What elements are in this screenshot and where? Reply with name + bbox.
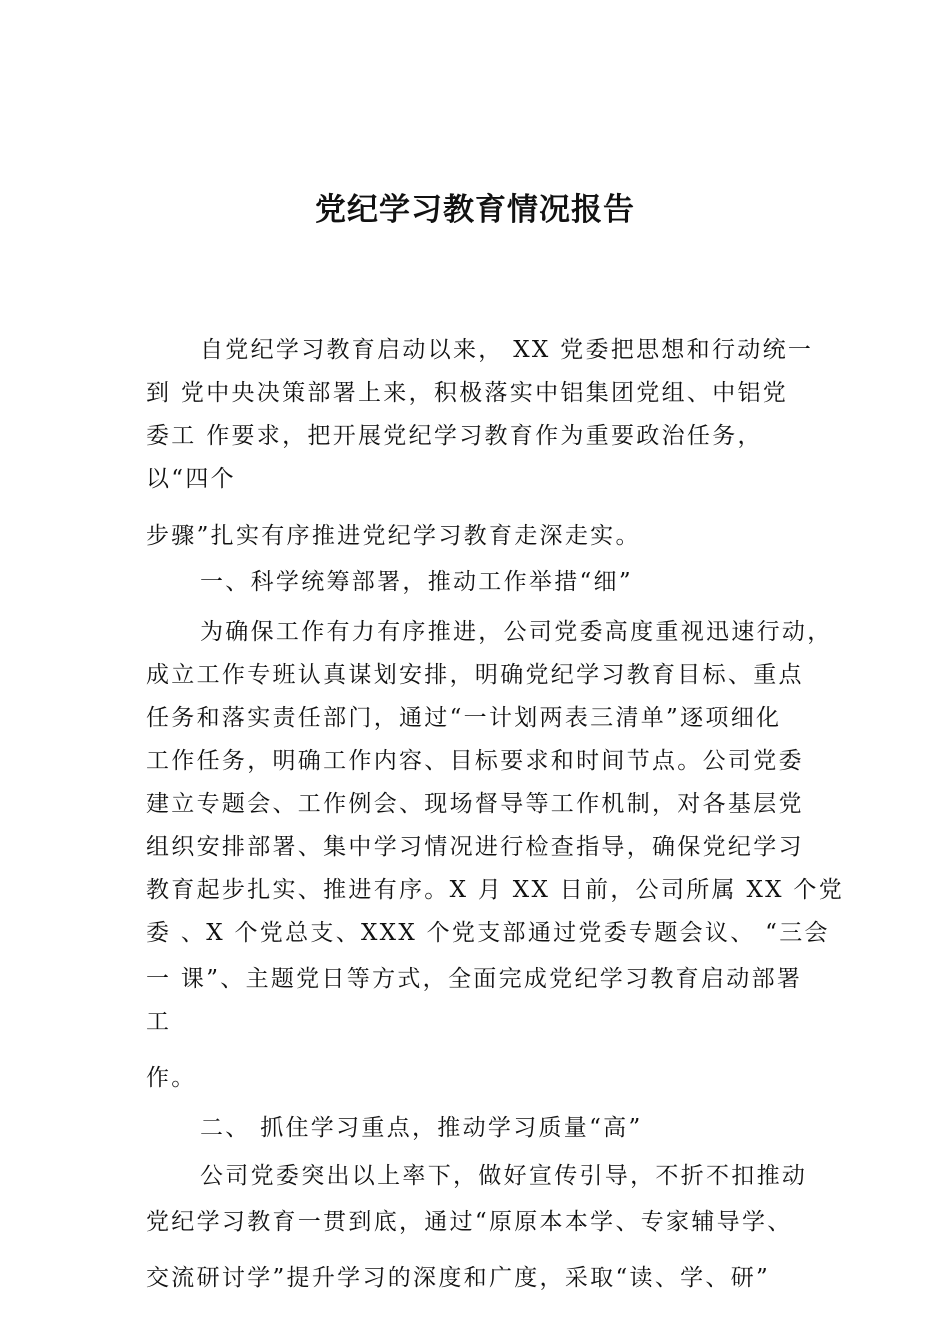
text-line: 任务和落实责任部门，通过“一计划两表三清单”逐项细化 — [146, 705, 782, 731]
text-line: 自党纪学习教育启动以来， XX 党委把思想和行动统一 — [200, 337, 814, 363]
text-line: 交流研讨学”提升学习的深度和广度，采取“读、学、研” — [146, 1265, 771, 1291]
text-line: 党纪学习教育一贯到底，通过“原原本本学、专家辅导学、 — [146, 1209, 793, 1235]
text-line: 为确保工作有力有序推进，公司党委高度重视迅速行动， — [200, 619, 833, 645]
text-line: 委工 作要求，把开展党纪学习教育作为重要政治任务， — [146, 423, 763, 449]
text-line: 作。 — [146, 1065, 197, 1091]
text-line: 以“四个 — [146, 466, 236, 492]
text-line: 成立工作专班认真谋划安排，明确党纪学习教育目标、重点 — [146, 662, 804, 688]
text-line: 公司党委突出以上率下，做好宣传引导，不折不扣推动 — [200, 1163, 808, 1189]
text-line: 步骤”扎实有序推进党纪学习教育走深走实。 — [146, 523, 641, 549]
text-line: 建立专题会、工作例会、现场督导等工作机制，对各基层党 — [146, 791, 804, 817]
text-line: 工 — [146, 1009, 172, 1035]
text-line: 工作任务，明确工作内容、目标要求和时间节点。公司党委 — [146, 748, 804, 774]
section-heading: 一、科学统筹部署，推动工作举措“细” — [200, 569, 633, 595]
text-line: 教育起步扎实、推进有序。X 月 XX 日前，公司所属 XX 个党 — [146, 877, 845, 903]
text-line: 一 课”、主题党日等方式，全面完成党纪学习教育启动部署 — [146, 966, 803, 992]
document-title: 党纪学习教育情况报告 — [315, 192, 635, 228]
text-line: 到 党中央决策部署上来，积极落实中铝集团党组、中铝党 — [146, 380, 789, 406]
section-heading: 二、 抓住学习重点，推动学习质量“高” — [200, 1115, 643, 1141]
text-line: 委 、X 个党总支、XXX 个党支部通过党委专题会议、 “三会 — [146, 920, 830, 946]
text-line: 组织安排部署、集中学习情况进行检查指导，确保党纪学习 — [146, 834, 804, 860]
